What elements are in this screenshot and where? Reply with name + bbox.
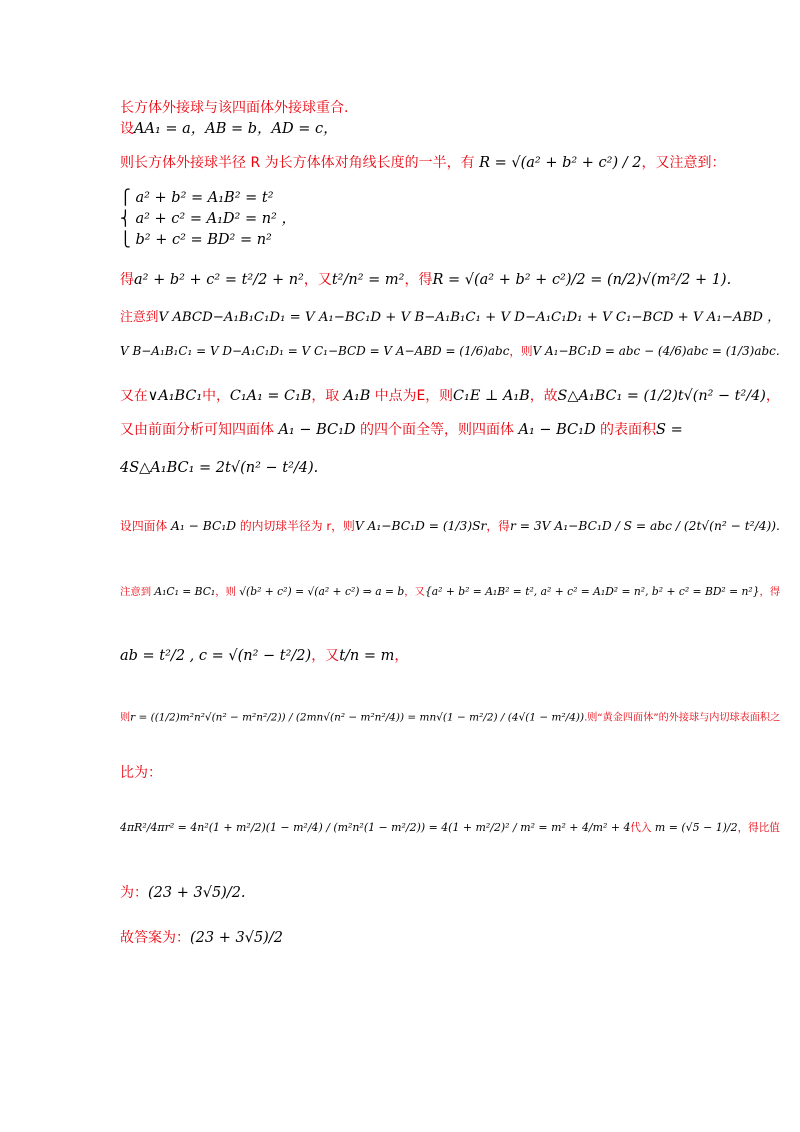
chinese-text-14-3: ，则 <box>215 586 240 598</box>
solution-line-13 <box>120 520 780 535</box>
math-expression-18-3: m = (√5 − 1)/2 <box>654 822 738 835</box>
math-expression-13-6: r = 3V A₁−BC₁D / S = abc / (2t√(n² − t²/4)). <box>509 520 780 534</box>
chinese-text-14-7: ，得 <box>759 586 781 598</box>
solution-line-5 <box>120 211 700 228</box>
math-expression-4-1: ⎧ a² + b² = A₁B² = t² <box>120 190 274 206</box>
math-expression-5-1: ⎨ a² + c² = A₁D² = n² ， <box>120 211 296 227</box>
math-expression-11-2: A₁ − BC₁D <box>278 422 356 438</box>
math-expression-10-10: S△A₁BC₁ = (1/2)t√(n² − t²/4) <box>557 388 766 404</box>
math-expression-2-2: AA₁ = a，AB = b，AD = c， <box>134 121 338 137</box>
math-expression-20-2: (23 + 3√5)/2 <box>190 930 283 946</box>
chinese-text-14-1: 注意到 <box>120 586 155 598</box>
math-expression-9-1: V B−A₁B₁C₁ = V D−A₁C₁D₁ = V C₁−BCD = V A−ABD = (1/6)abc <box>120 345 510 359</box>
math-expression-12-1: 4S△A₁BC₁ = 2t√(n² − t²/4). <box>120 460 319 476</box>
chinese-text-2-1: 设 <box>120 121 134 137</box>
chinese-text-18-2: 代入 <box>630 822 655 835</box>
chinese-text-7-3: ，又 <box>303 272 332 288</box>
solution-line-12 <box>120 460 700 477</box>
chinese-text-9-2: ，则 <box>509 345 533 359</box>
chinese-text-10-3: 中， <box>202 388 230 404</box>
math-expression-11-6: S = <box>656 422 683 438</box>
math-expression-13-2: A₁ − BC₁D <box>171 520 237 534</box>
solution-line-3 <box>120 155 726 172</box>
chinese-text-16-1: 则 <box>120 712 131 724</box>
solution-line-2 <box>120 121 700 138</box>
math-expression-10-2: ∨A₁BC₁ <box>147 388 203 404</box>
math-expression-19-2: (23 + 3√5)/2. <box>148 885 246 901</box>
math-expression-7-4: t²/n² = m² <box>331 272 405 288</box>
solution-line-6 <box>120 232 700 249</box>
chinese-text-11-1: 又由前面分析可知四面体 <box>120 422 279 438</box>
math-expression-14-4: √(b² + c²) = √(a² + c²) ⇒ a = b <box>239 586 405 598</box>
chinese-text-15-2: ，又 <box>311 648 340 664</box>
chinese-text-13-1: 设四面体 <box>120 520 172 534</box>
chinese-text-10-1: 又在 <box>120 388 148 404</box>
math-expression-18-1: 4πR²/4πr² = 4n²(1 + m²/2)(1 − m²/4) / (m²n²(1 − m²/2)) = 4(1 + m²/2)² / m² = m² + 4/m² + 4 <box>120 822 631 835</box>
solution-line-20 <box>120 930 700 947</box>
math-expression-9-3: V A₁−BC₁D = abc − (4/6)abc = (1/3)abc. <box>532 345 780 359</box>
chinese-text-3-3: ，又注意到： <box>641 155 726 171</box>
math-expression-8-2: V ABCD−A₁B₁C₁D₁ = V A₁−BC₁D + V B−A₁B₁C₁ + V D−A₁C₁D₁ + V C₁−BCD + V A₁−ABD ， <box>158 310 781 325</box>
math-expression-13-4: V A₁−BC₁D = (1/3)Sr <box>354 520 487 534</box>
chinese-text-13-5: ，得 <box>486 520 510 534</box>
solution-line-16 <box>120 712 781 725</box>
solution-line-14 <box>120 586 781 599</box>
solution-line-8 <box>120 310 781 326</box>
chinese-text-15-4: ， <box>394 648 409 664</box>
chinese-text-19-1: 为： <box>120 885 148 901</box>
math-expression-10-6: A₁B <box>343 388 371 404</box>
chinese-text-13-3: 的内切球半径为 r，则 <box>236 520 355 534</box>
math-expression-15-3: t/n = m <box>339 648 395 664</box>
math-expression-6-1: ⎩ b² + c² = BD² = n² <box>120 232 272 248</box>
chinese-text-16-3: .则“黄金四面体”的外接球与内切球表面积之 <box>584 712 781 724</box>
math-expression-7-6: R = √(a² + b² + c²)/2 = (n/2)√(m²/2 + 1). <box>432 272 732 288</box>
chinese-text-10-7: 中点为E，则 <box>370 388 454 404</box>
math-expression-11-4: A₁ − BC₁D <box>518 422 596 438</box>
solution-line-19 <box>120 885 700 902</box>
chinese-text-17-1: 比为： <box>120 765 162 781</box>
math-expression-3-2: R = √(a² + b² + c²) / 2 <box>479 155 642 171</box>
chinese-text-8-1: 注意到 <box>120 310 159 325</box>
solution-line-1 <box>120 100 700 117</box>
chinese-text-18-4: ，得比值 <box>737 822 780 835</box>
chinese-text-1-1: 长方体外接球与该四面体外接球重合. <box>120 100 349 116</box>
chinese-text-14-5: ，又 <box>404 586 425 598</box>
chinese-text-11-3: 的四个面全等，则四面体 <box>355 422 519 438</box>
chinese-text-7-1: 得 <box>120 272 134 288</box>
solution-line-10 <box>120 388 780 405</box>
solution-line-18 <box>120 822 780 835</box>
chinese-text-10-11: ， <box>765 388 780 404</box>
solution-line-7 <box>120 272 732 289</box>
math-expression-15-1: ab = t²/2 , c = √(n² − t²/2) <box>120 648 312 664</box>
chinese-text-10-9: ，故 <box>529 388 558 404</box>
math-expression-16-2: r = ((1/2)m²n²√(n² − m²n²/2)) / (2mn√(n² − m²n²/4)) = mn√(1 − m²/2) / (4√(1 − m²/4)) <box>130 712 585 724</box>
chinese-text-20-1: 故答案为： <box>120 930 190 946</box>
math-expression-7-2: a² + b² + c² = t²/2 + n² <box>134 272 304 288</box>
math-expression-10-4: C₁A₁ = C₁B <box>229 388 312 404</box>
solution-line-11 <box>120 422 700 439</box>
solution-line-15 <box>120 648 700 665</box>
solution-line-4 <box>120 190 700 207</box>
chinese-text-7-5: ，得 <box>404 272 433 288</box>
math-expression-10-8: C₁E ⊥ A₁B <box>453 388 530 404</box>
chinese-text-11-5: 的表面积 <box>595 422 657 438</box>
solution-line-17 <box>120 765 700 782</box>
chinese-text-10-5: ，取 <box>311 388 344 404</box>
math-expression-14-2: A₁C₁ = BC₁ <box>154 586 216 598</box>
solution-line-9 <box>120 345 780 359</box>
math-expression-14-6: {a² + b² = A₁B² = t², a² + c² = A₁D² = n², b² + c² = BD² = n²} <box>424 586 760 598</box>
chinese-text-3-1: 则长方体外接球半径 R 为长方体体对角线长度的一半，有 <box>120 155 480 171</box>
